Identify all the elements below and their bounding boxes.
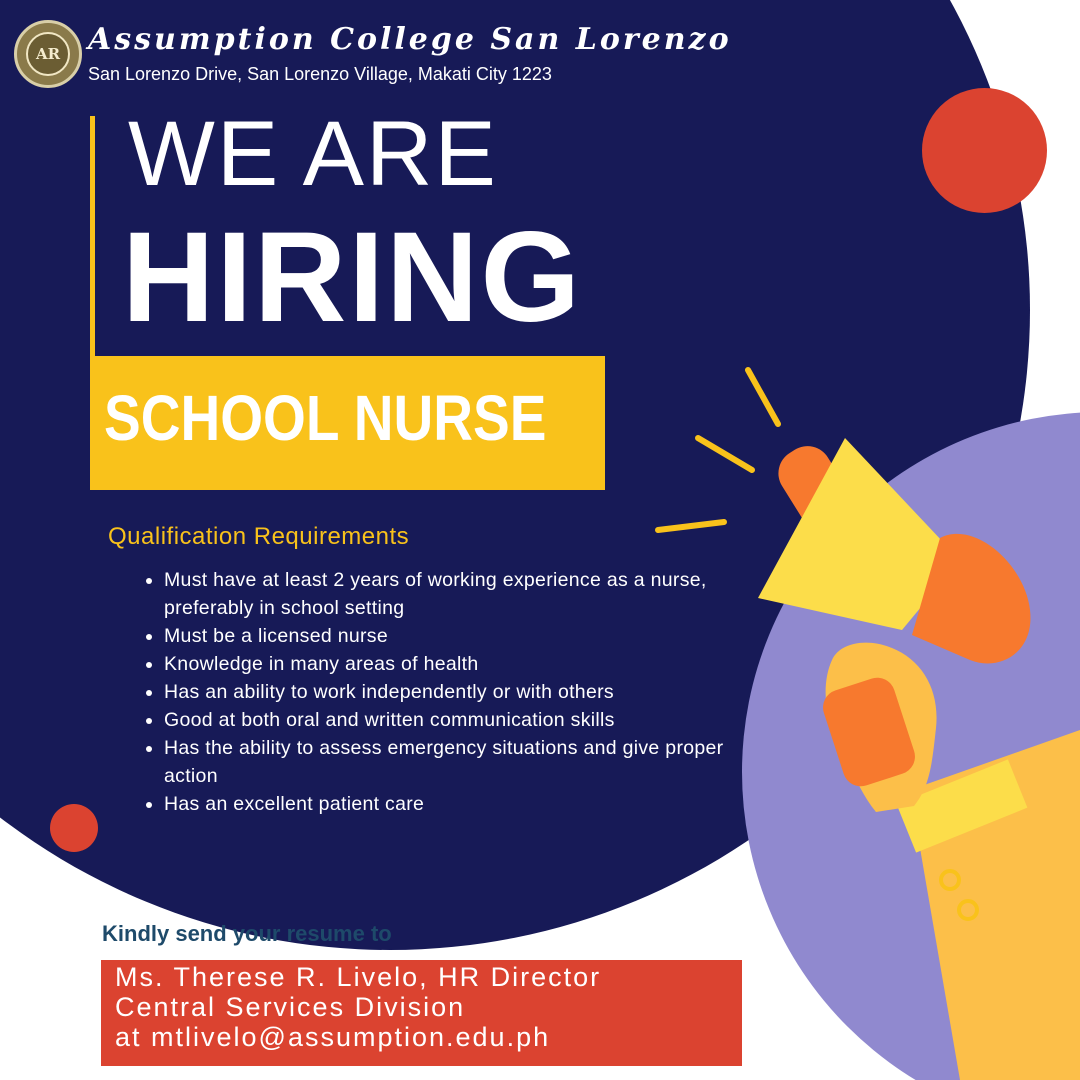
contact-email-line[interactable]: at mtlivelo@assumption.edu.ph	[115, 1022, 551, 1052]
qualification-item: • Has the ability to assess emergency situations and give proper action	[164, 734, 744, 790]
red-decorative-dot-small	[50, 804, 98, 852]
contact-details	[115, 962, 601, 1052]
sound-line	[748, 370, 778, 424]
red-decorative-dot-large	[922, 88, 1047, 213]
school-seal-icon	[14, 20, 82, 88]
school-name: Assumption College San Lorenzo	[88, 22, 732, 57]
sound-lines-icon	[658, 370, 778, 530]
qualification-item: • Good at both oral and written communication skills	[164, 706, 744, 734]
headline-hiring: HIRING	[122, 206, 582, 349]
qualification-item: • Must be a licensed nurse	[164, 622, 744, 650]
qualification-item: • Has an ability to work independently or with others	[164, 678, 744, 706]
school-address: San Lorenzo Drive, San Lorenzo Village, Makati City 1223	[88, 64, 552, 84]
qualifications-heading: Qualification Requirements	[108, 523, 410, 550]
resume-instruction: Kindly send your resume to	[102, 921, 392, 946]
position-title: SCHOOL NURSE	[104, 382, 547, 454]
qualification-item: • Knowledge in many areas of health	[164, 650, 744, 678]
megaphone-icon	[758, 437, 1030, 663]
headline-accent-bar	[90, 116, 95, 356]
school-seal-monogram: AR	[26, 32, 70, 76]
headline-we-are: WE ARE	[128, 103, 498, 205]
contact-division-line: Central Services Division	[115, 992, 466, 1022]
qualification-item: • Has an excellent patient care	[164, 790, 744, 818]
contact-name-line: Ms. Therese R. Livelo, HR Director	[115, 962, 602, 992]
sound-line	[658, 522, 724, 530]
hand-icon	[818, 643, 1080, 1080]
sound-line	[698, 438, 752, 470]
qualification-item: • Must have at least 2 years of working experience as a nurse, preferably in school setting	[164, 566, 744, 622]
